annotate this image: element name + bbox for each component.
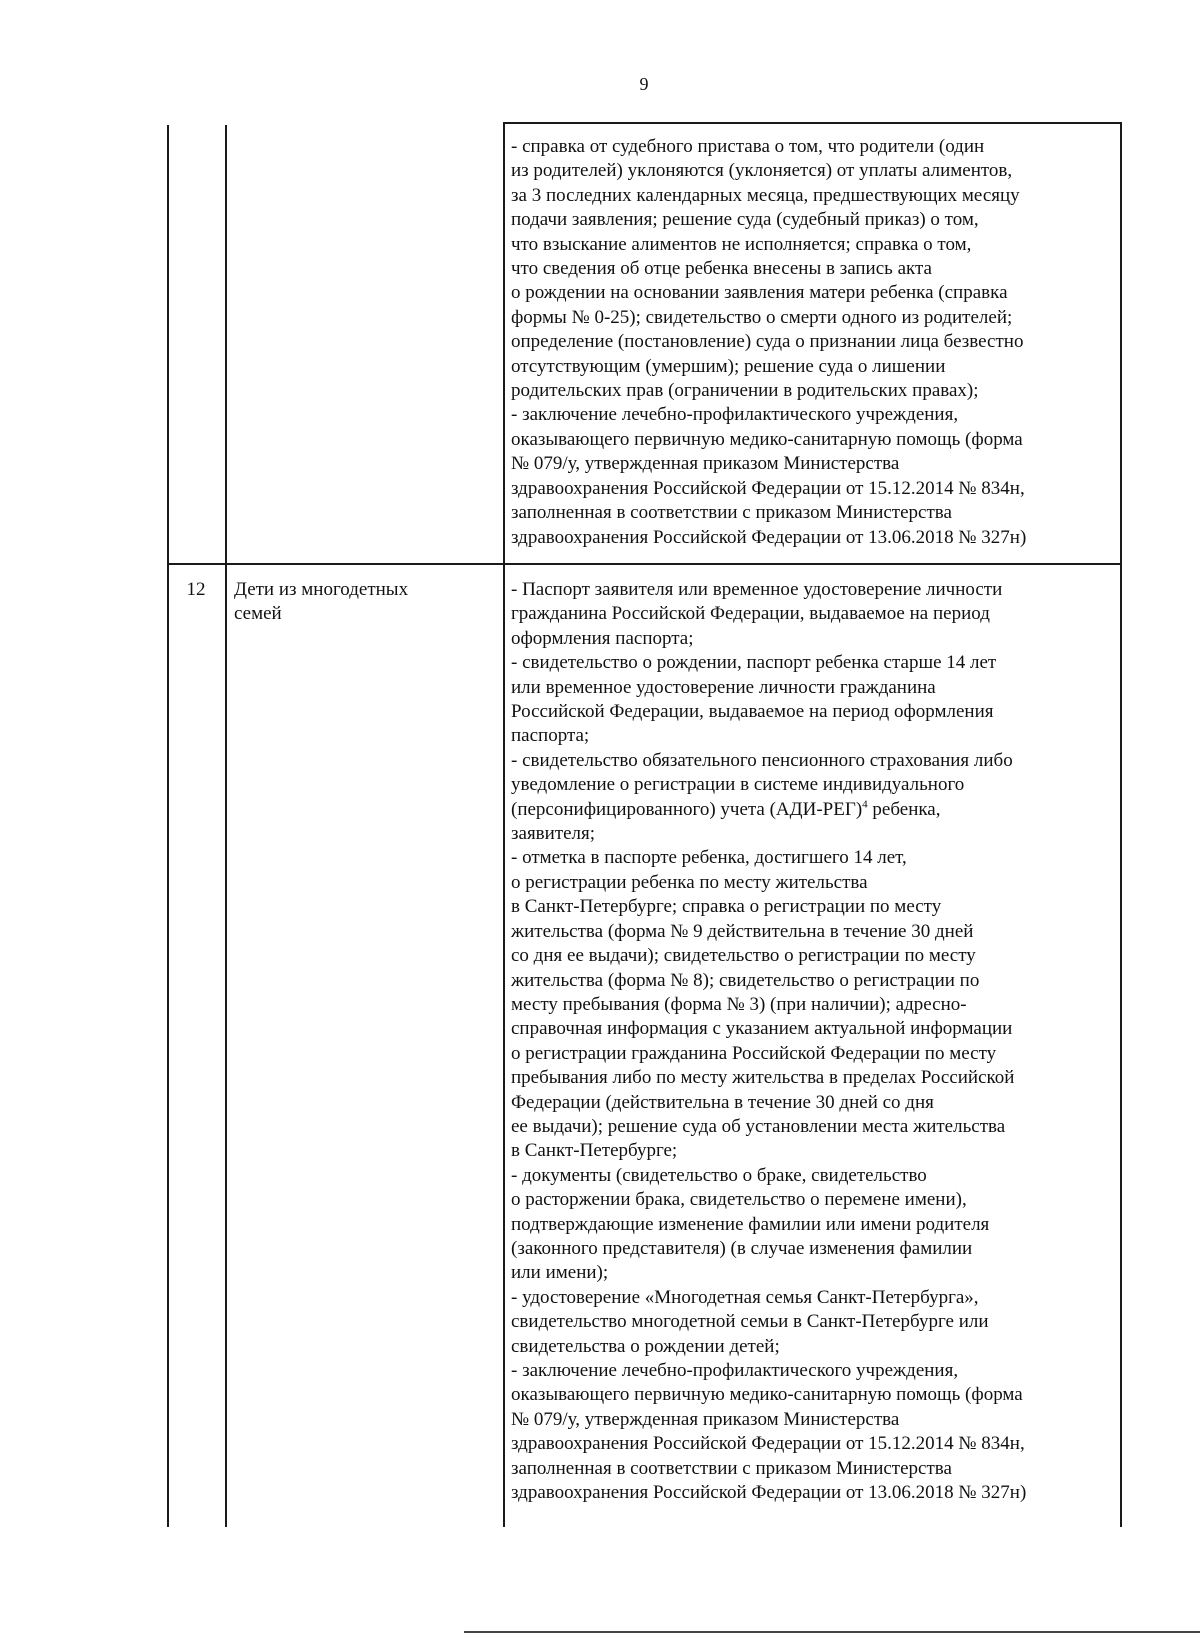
table-left-border — [167, 125, 169, 1527]
row-number: 12 — [186, 579, 206, 600]
document-line: формы № 0-25); свидетельство о смерти одного из родителей; — [511, 306, 1013, 328]
document-line: что сведения об отце ребенка внесены в запись акта — [511, 258, 932, 280]
document-line: - свидетельство обязательного пенсионного страхования либо — [511, 749, 1013, 771]
document-line: здравоохранения Российской Федерации от 13.06.2018 № 327н) — [511, 1482, 1027, 1504]
page-number: 9 — [639, 74, 649, 94]
document-line-suffix: ребенка, — [867, 798, 941, 820]
document-line: № 079/у, утвержденная приказом Министерства — [511, 453, 900, 475]
document-line: № 079/у, утвержденная приказом Министерства — [511, 1408, 900, 1430]
column-divider-category — [503, 122, 505, 1527]
document-line: о регистрации ребенка по месту жительства — [511, 871, 868, 893]
document-line: - справка от судебного пристава о том, что родители (один — [511, 136, 985, 157]
column-divider-number — [225, 125, 227, 1527]
document-line: - удостоверение «Многодетная семья Санкт-Петербурга», — [511, 1286, 979, 1308]
row-12-documents — [511, 578, 1026, 1505]
category-line: семей — [234, 603, 282, 625]
document-line: свидетельства о рождении детей; — [511, 1335, 780, 1357]
document-line: из родителей) уклоняются (уклоняется) от уплаты алиментов, — [511, 160, 1013, 182]
document-line-with-footnote — [511, 798, 1026, 822]
document-line: в Санкт-Петербурге; справка о регистрации по месту — [511, 896, 942, 918]
document-line: свидетельство многодетной семьи в Санкт-Петербурге или — [511, 1311, 989, 1333]
document-line: ее выдачи); решение суда об установлении места жительства — [511, 1115, 1006, 1137]
document-line: здравоохранения Российской Федерации от 15.12.2014 № 834н, — [511, 477, 1025, 499]
document-line: пребывания либо по месту жительства в пределах Российской — [511, 1067, 1015, 1089]
document-line: - свидетельство о рождении, паспорт ребенка старше 14 лет — [511, 652, 997, 674]
category-line: Дети из многодетных — [234, 579, 409, 600]
document-line: - Паспорт заявителя или временное удостоверение личности — [511, 579, 1003, 600]
document-line: (законного представителя) (в случае изменения фамилии — [511, 1237, 973, 1259]
document-line: о регистрации гражданина Российской Федерации по месту — [511, 1042, 997, 1064]
document-line: со дня ее выдачи); свидетельство о регистрации по месту — [511, 945, 976, 967]
document-line: Федерации (действительна в течение 30 дней со дня — [511, 1091, 934, 1113]
document-line: - заключение лечебно-профилактического учреждения, — [511, 1360, 959, 1381]
document-line: - отметка в паспорте ребенка, достигшего 14 лет, — [511, 847, 907, 869]
row-category — [234, 578, 408, 627]
document-line: заполненная в соответствии с приказом Министерства — [511, 1457, 952, 1479]
document-line: за 3 последних календарных месяца, предшествующих месяцу — [511, 184, 1020, 206]
document-line: жительства (форма № 9 действительна в течение 30 дней — [511, 920, 974, 942]
document-line: оформления паспорта; — [511, 627, 694, 649]
document-line: Российской Федерации, выдаваемое на период оформления — [511, 701, 994, 723]
document-line: подтверждающие изменение фамилии или имени родителя — [511, 1213, 990, 1235]
document-line: заполненная в соответствии с приказом Министерства — [511, 502, 952, 524]
document-line: о рождении на основании заявления матери ребенка (справка — [511, 282, 1008, 304]
document-line: о расторжении брака, свидетельство о перемене имени), — [511, 1189, 967, 1211]
document-line: здравоохранения Российской Федерации от 13.06.2018 № 327н) — [511, 526, 1027, 548]
continued-row-documents — [511, 135, 1026, 550]
document-line: в Санкт-Петербурге; — [511, 1140, 678, 1162]
document-line: - документы (свидетельство о браке, свидетельство — [511, 1164, 927, 1186]
document-line: оказывающего первичную медико-санитарную помощь (форма — [511, 1384, 1023, 1406]
footnote-marker: 4 — [862, 798, 868, 811]
document-line: месту пребывания (форма № 3) (при наличии); адресно- — [511, 993, 967, 1015]
document-line: справочная информация с указанием актуальной информации — [511, 1018, 1013, 1040]
document-line: паспорта; — [511, 725, 590, 747]
document-line: отсутствующим (умершим); решение суда о лишении — [511, 355, 946, 377]
document-line: определение (постановление) суда о признании лица безвестно — [511, 331, 1024, 353]
document-line: заявителя; — [511, 823, 596, 845]
document-line: гражданина Российской Федерации, выдаваемое на период — [511, 603, 990, 625]
document-line: или имени); — [511, 1262, 609, 1284]
document-line-text: (персонифицированного) учета (АДИ-РЕГ) — [511, 798, 863, 820]
document-line: уведомление о регистрации в системе индивидуального — [511, 774, 965, 796]
document-line: подачи заявления; решение суда (судебный приказ) о том, — [511, 209, 979, 231]
table-right-border — [1120, 122, 1122, 1527]
page-bottom-rule — [464, 1631, 1200, 1633]
document-line: здравоохранения Российской Федерации от 15.12.2014 № 834н, — [511, 1433, 1025, 1455]
document-line: или временное удостоверение личности гражданина — [511, 676, 936, 698]
document-line: оказывающего первичную медико-санитарную помощь (форма — [511, 428, 1023, 450]
document-line: родительских прав (ограничении в родительских правах); — [511, 380, 979, 402]
document-line: жительства (форма № 8); свидетельство о регистрации по — [511, 969, 980, 991]
table-top-border — [503, 122, 1122, 124]
document-line: что взыскание алиментов не исполняется; справка о том, — [511, 233, 972, 255]
row-separator — [167, 563, 1122, 565]
document-line: - заключение лечебно-профилактического учреждения, — [511, 404, 959, 426]
